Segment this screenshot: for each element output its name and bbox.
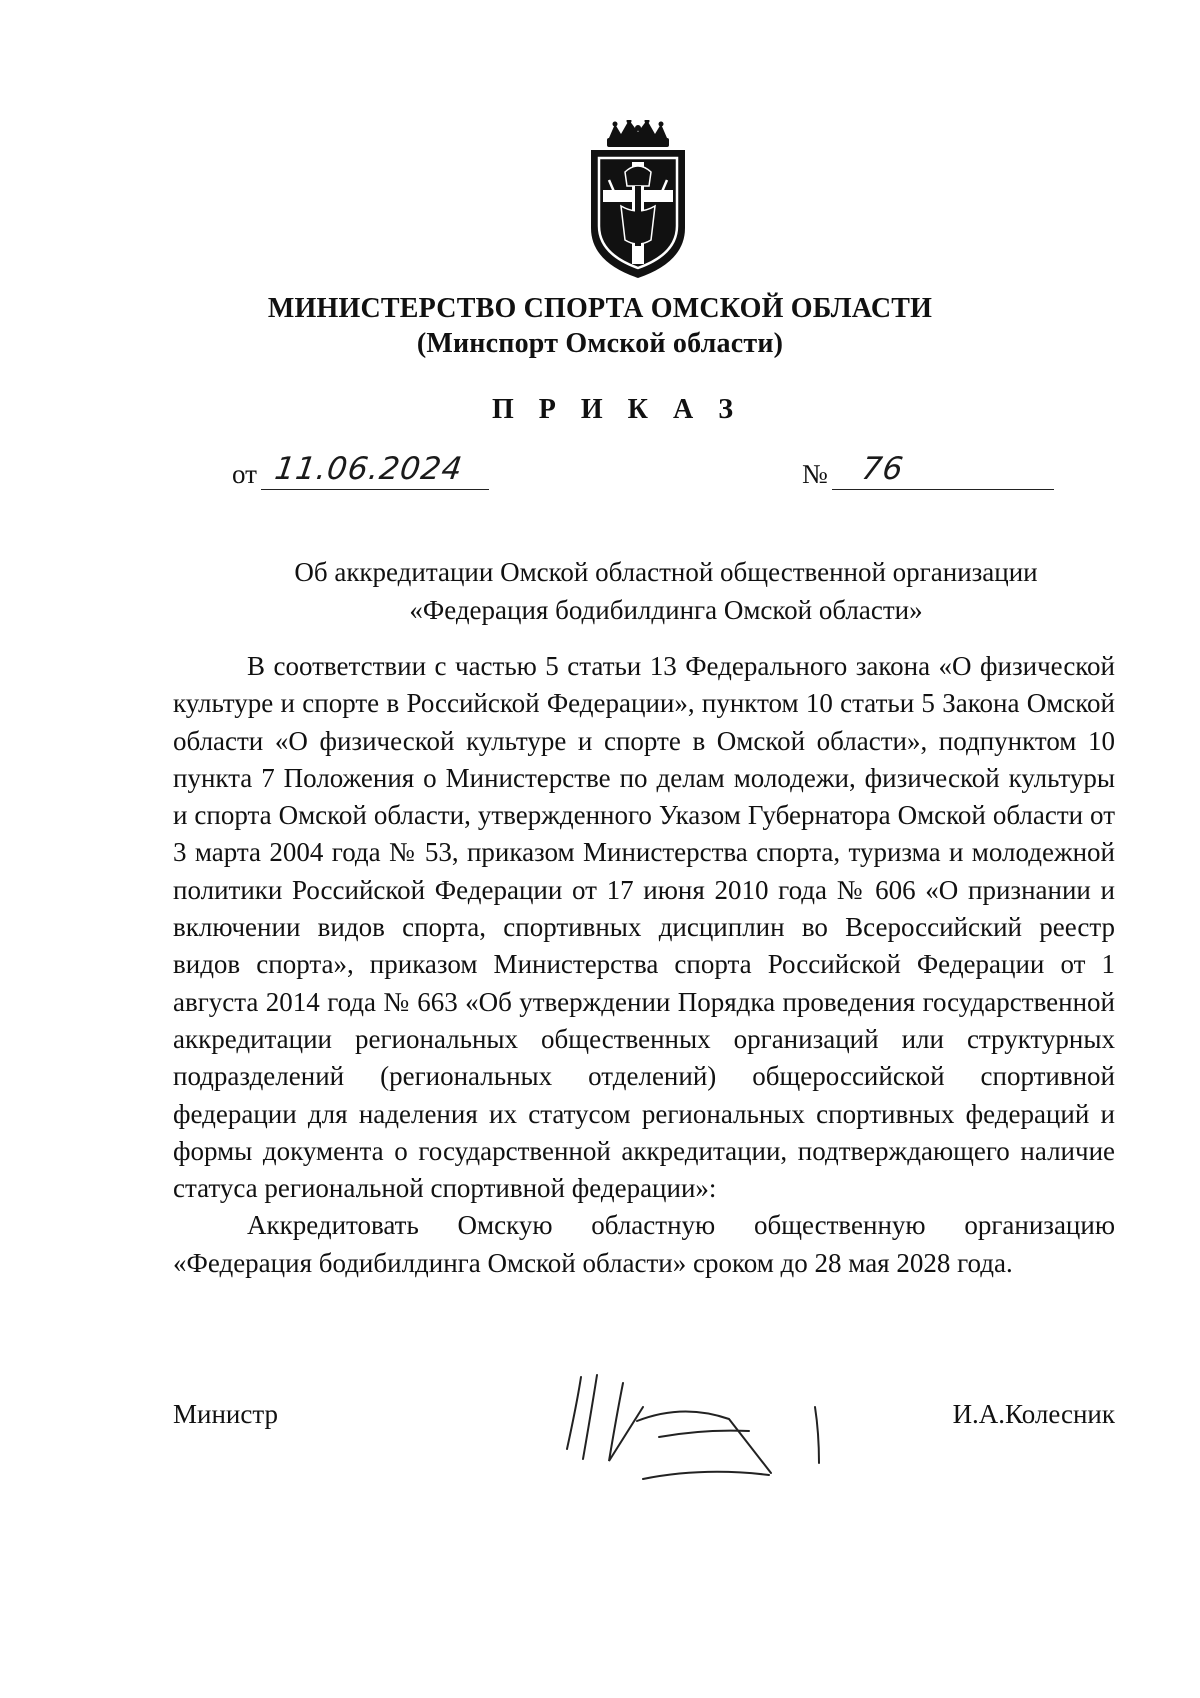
order-number — [802, 451, 1054, 490]
order-body — [173, 648, 1115, 1282]
date-label: от — [232, 459, 257, 489]
signatory-name: И.А.Колесник — [952, 1399, 1115, 1429]
ministry-short-name: (Минспорт Омской области) — [416, 328, 784, 359]
body-paragraph-decision: Аккредитовать Омскую областную общественную организацию «Федерация бодибилдинга Омской области» сроком до 28 мая 2028 года. — [173, 1210, 1115, 1278]
number-field — [832, 451, 1054, 490]
order-date — [232, 451, 489, 490]
coat-of-arms-icon — [585, 120, 691, 280]
subject-line-2: «Федерация бодибилдинга Омской области» — [409, 595, 923, 625]
handwritten-signature-icon — [553, 1363, 853, 1493]
ministry-name: МИНИСТЕРСТВО СПОРТА ОМСКОЙ ОБЛАСТИ — [267, 293, 933, 324]
number-label: № — [802, 459, 828, 489]
number-value: 76 — [859, 451, 906, 487]
date-value: 11.06.2024 — [272, 451, 465, 487]
body-paragraph-preamble: В соответствии с частью 5 статьи 13 Федерального закона «О физической культуре и спорте в Российской Федерации», пунктом 10 статьи 5 Закона Омской области «О физической культуре и спорте в Омской области», подпунктом 10 пункта 7 Положения о Министерстве по делам молодежи, физической культуры и спорта Омской области, утвержденного Указом Губернатора Омской области от 3 марта 2004 года № 53, приказом Министерства спорта, туризма и молодежной политики Российской Федерации от 17 июня 2010 года № 606 «О признании и включении видов спорта, спортивных дисциплин во Всероссийский реестр видов спорта», приказом Министерства спорта Российской Федерации от 1 августа 2014 года № 663 «Об утверждении Порядка проведения государственной аккредитации региональных общественных организаций или структурных подразделений (региональных отделений) общероссийской спортивной федерации для наделения их статусом региональных спортивных федераций и формы документа о государственной аккредитации, подтверждающего наличие статуса региональной спортивной федерации»: — [173, 651, 1115, 1204]
subject-line-1: Об аккредитации Омской областной общественной организации — [294, 557, 1038, 587]
order-title: П Р И К А З — [492, 394, 742, 425]
signatory-position: Министр — [173, 1399, 278, 1429]
date-field — [261, 451, 489, 490]
